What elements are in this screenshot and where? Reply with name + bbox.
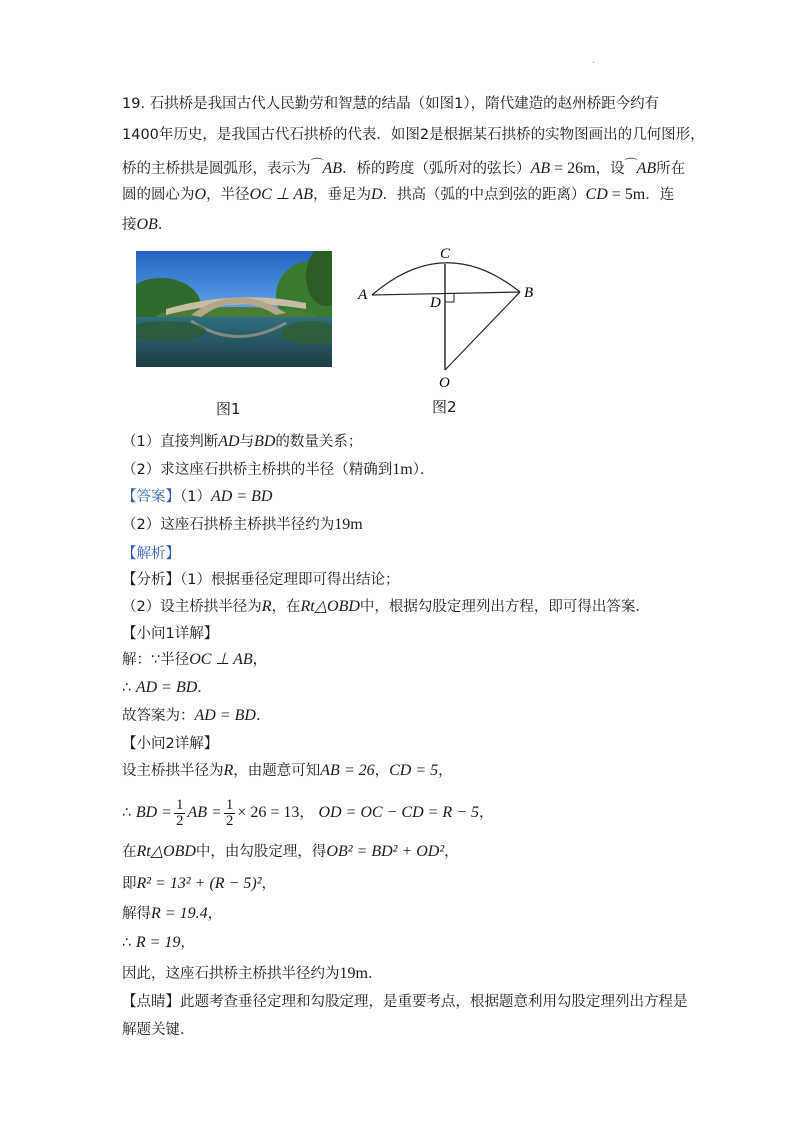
problem-line-5: 接OB．: [122, 216, 173, 233]
sol2-line-2: ∴ BD = $\frac{1}{2}$ AB = $\frac{1}{2}$ × 26 = 13， OD = OC − CD = R − 5，: [122, 796, 494, 829]
label-c: C: [440, 246, 451, 262]
label-o: O: [439, 375, 450, 391]
question-2: （2）求这座石拱桥主桥拱的半径（精确到1m）．: [122, 461, 435, 478]
sol2-line-1: 设主桥拱半径为R，由题意可知AB = 26，CD = 5，: [122, 762, 453, 779]
segment-ob: [445, 292, 520, 370]
arc-ab: [372, 263, 520, 295]
answer-line-1: 【答案】（1）AD = BD: [122, 488, 273, 505]
figure-2-caption: 图2: [432, 398, 457, 416]
arc-symbol: ⌒: [624, 157, 638, 172]
question-1: （1）直接判断AD与BD的数量关系；: [122, 433, 363, 450]
label-d: D: [430, 295, 441, 311]
bridge-photo-illustration: [136, 251, 332, 367]
page-mark: ·: [592, 58, 596, 69]
problem-line-3: 桥的主桥拱是圆弧形，表示为⌒AB．桥的跨度（弧所对的弦长）AB = 26m，设⌒AB所在: [122, 157, 686, 177]
right-angle-mark: [445, 293, 454, 302]
arc-symbol: ⌒: [310, 157, 324, 172]
sol1-line-3: 故答案为：AD = BD．: [122, 707, 271, 724]
label-a: A: [358, 287, 368, 303]
fenxi-line-1: 【分析】（1）根据垂径定理即可得出结论；: [122, 572, 400, 588]
fraction-half: $\frac{1}{2}$: [225, 796, 234, 829]
sol2-line-6: ∴ R = 19，: [122, 934, 195, 951]
geometry-figure: [350, 242, 550, 402]
dianjing-line-1: 【点睛】此题考查垂径定理和勾股定理，是重要考点，根据题意利用勾股定理列出方程是: [122, 994, 688, 1010]
problem-line-4: 圆的圆心为O，半径OC ⊥ AB，垂足为D．拱高（弧的中点到弦的距离）CD = 5m．连: [122, 186, 675, 203]
answer-tag: 【答案】: [122, 489, 180, 505]
sol2-line-3: 在Rt△OBD中，由勾股定理，得OB² = BD² + OD²，: [122, 843, 459, 860]
sol2-line-7: 因此，这座石拱桥主桥拱半径约为19m．: [122, 965, 383, 982]
fenxi-line-2: （2）设主桥拱半径为R，在Rt△OBD中，根据勾股定理列出方程，即可得出答案．: [122, 598, 650, 615]
sub2-tag: 【小问2详解】: [122, 736, 219, 752]
sol2-line-5: 解得R = 19.4，: [122, 905, 223, 922]
bridge-photo: [136, 251, 332, 367]
answer-line-2: （2）这座石拱桥主桥拱半径约为19m: [122, 516, 363, 533]
dianjing-line-2: 解题关键．: [122, 1022, 195, 1038]
chord-ab: [372, 292, 520, 295]
figure-1-caption: 图1: [216, 400, 241, 418]
analysis-tag: 【解析】: [122, 546, 180, 562]
sol1-line-1: 解：∵半径OC ⊥ AB，: [122, 651, 268, 668]
sol2-line-4: 即R² = 13² + (R − 5)²，: [122, 875, 276, 892]
problem-line-2: 1400年历史，是我国古代石拱桥的代表．如图2是根据某石拱桥的实物图画出的几何图形，: [122, 127, 705, 143]
sol1-line-2: ∴ AD = BD．: [122, 679, 212, 696]
problem-line-1: 19. 石拱桥是我国古代人民勤劳和智慧的结晶（如图1），隋代建造的赵州桥距今约有: [122, 96, 660, 112]
label-b: B: [524, 285, 534, 301]
sub1-tag: 【小问1详解】: [122, 626, 219, 642]
fraction-half: $\frac{1}{2}$: [175, 796, 184, 829]
